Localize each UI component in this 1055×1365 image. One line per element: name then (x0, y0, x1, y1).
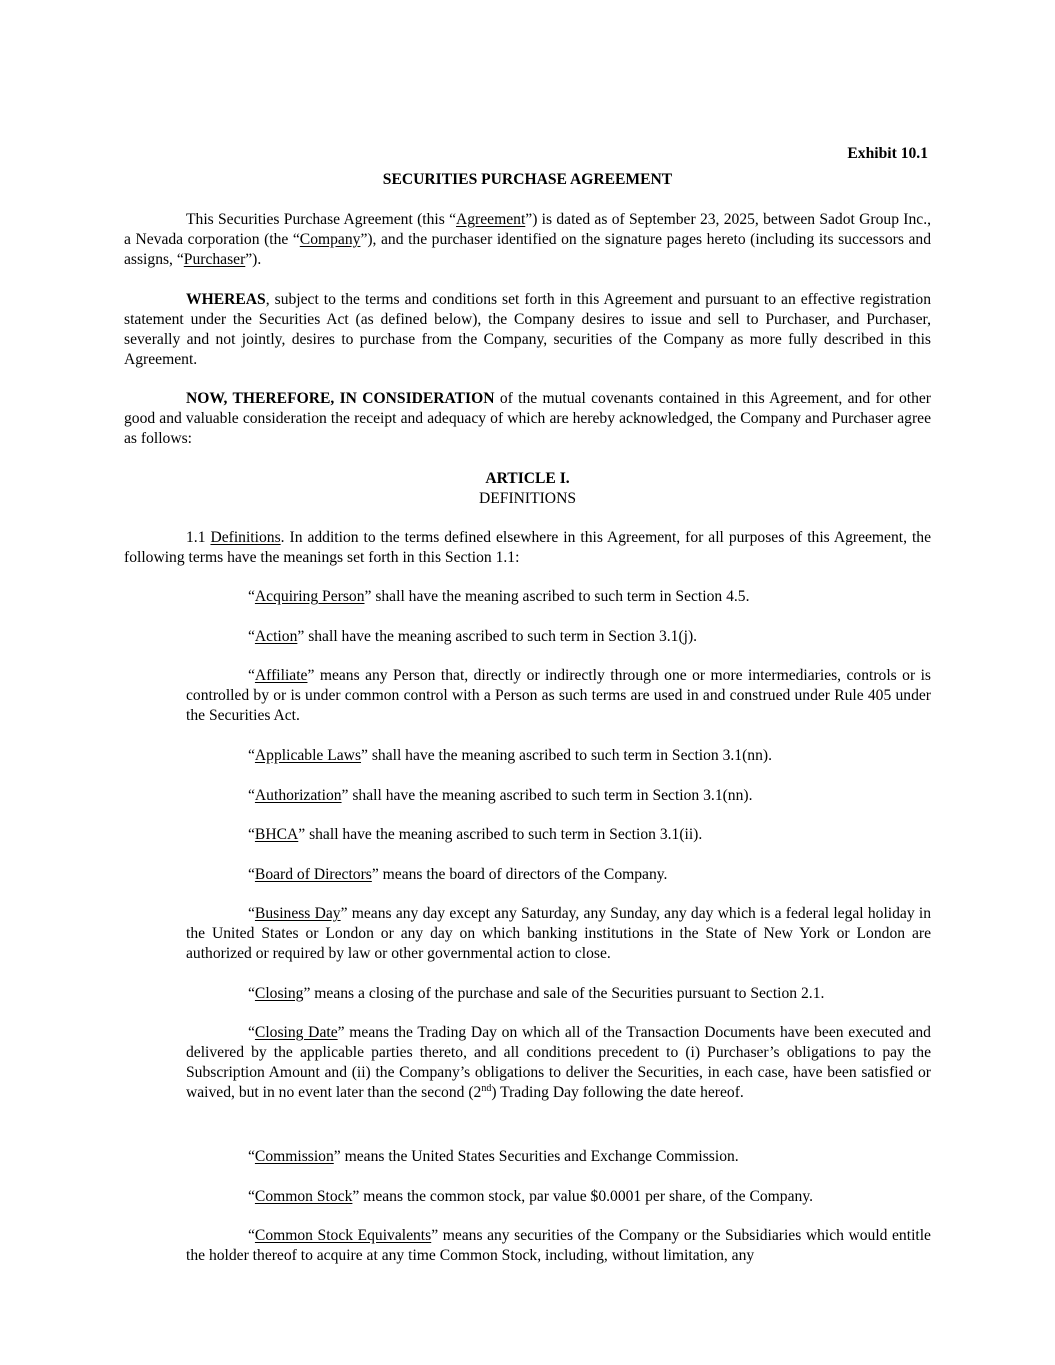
section-number: 1.1 (186, 529, 211, 546)
definition-item: “Authorization” shall have the meaning ascribed to such term in Section 3.1(nn). (248, 787, 753, 804)
text-run: of the mutual covenants contained in this Agreement, and for other good and valuable consideration the receipt and adequacy of which are hereby acknowledged, the Company and Purchaser agree as follows: (124, 390, 931, 447)
definition-item: “Affiliate” means any Person that, directly or indirectly through one or more intermediaries, controls or is controlled by or is under common control with a Person as such terms are used in and construed under Rule 405 under the Securities Act. (186, 667, 931, 724)
section-heading: Definitions (210, 529, 281, 546)
definition-item: “Common Stock Equivalents” means any securities of the Company or the Subsidiaries which would entitle the holder thereof to acquire at any time Common Stock, including, without limitation, any (186, 1227, 931, 1264)
defined-term: Acquiring Person (254, 588, 365, 605)
text-run: This Securities Purchase Agreement (this “ (186, 211, 456, 228)
defined-term: Purchaser (183, 251, 246, 268)
exhibit-label: Exhibit 10.1 (847, 145, 928, 162)
definition-item: “Action” shall have the meaning ascribed to such term in Section 3.1(j). (248, 628, 698, 645)
text-run: . In addition to the terms defined elsewhere in this Agreement, for all purposes of this Agreement, the following terms have the meanings set forth in this Section 1.1: (124, 529, 932, 566)
defined-term: Board of Directors (254, 866, 372, 883)
article-number: ARTICLE I. (485, 470, 570, 487)
defined-term: Applicable Laws (254, 747, 362, 764)
defined-term: Closing (254, 985, 304, 1002)
defined-term: Commission (254, 1148, 334, 1165)
defined-term: Authorization (254, 787, 342, 804)
definition-item: “Applicable Laws” shall have the meaning ascribed to such term in Section 3.1(nn). (248, 747, 772, 764)
bold-lead: WHEREAS (186, 291, 266, 308)
text-run: , subject to the terms and conditions set forth in this Agreement and pursuant to an effective registration statement under the Securities Act (as defined below), the Company desires to issue and sell to Purchaser, and Purchaser, severally and not jointly, desires to purchase from the Company, securities of the Company as more fully described in this Agreement. (124, 291, 931, 368)
definition-item: “Board of Directors” means the board of directors of the Company. (248, 866, 668, 883)
text-run: ”). (245, 251, 262, 268)
text-run: ”), and the purchaser identified on the signature pages hereto (including its successors and assigns, “ (124, 231, 931, 268)
defined-term: Affiliate (254, 667, 308, 684)
text-run: ”) is dated as of September 23, 2025, between Sadot Group Inc., a Nevada corporation (the “ (124, 211, 931, 248)
defined-term: Common Stock Equivalents (254, 1227, 432, 1244)
document-title: SECURITIES PURCHASE AGREEMENT (382, 171, 673, 188)
definition-item: “Commission” means the United States Securities and Exchange Commission. (248, 1148, 739, 1165)
definition-item: “Acquiring Person” shall have the meaning ascribed to such term in Section 4.5. (248, 588, 750, 605)
article-name: DEFINITIONS (478, 490, 577, 507)
definition-item: “Business Day” means any day except any Saturday, any Sunday, any day which is a federal legal holiday in the United States or London or any day on which banking institutions in the State of New York or London are authorized or required by law or other governmental action to close. (186, 905, 931, 962)
definition-item: “Closing Date” means the Trading Day on which all of the Transaction Documents have been executed and delivered by the applicable parties thereto, and all conditions precedent to (i) Purchaser’s obligations to pay the Subscription Amount and (ii) the Company’s obligations to deliver the Securities, in each case, have been satisfied or waived, but in no event later than the second (2nd) Trading Day following the date hereof. (186, 1024, 931, 1101)
bold-lead: NOW, THEREFORE, IN CONSIDERATION (186, 390, 495, 407)
defined-term: Agreement (456, 211, 526, 228)
definition-item: “BHCA” shall have the meaning ascribed to such term in Section 3.1(ii). (248, 826, 703, 843)
defined-term: Action (254, 628, 298, 645)
intro-paragraph (124, 210, 931, 270)
defined-term: Business Day (254, 905, 341, 922)
definition-item: “Closing” means a closing of the purchase and sale of the Securities pursuant to Section 2.1. (248, 985, 825, 1002)
consideration-paragraph (124, 389, 931, 449)
defined-term: Common Stock (254, 1188, 353, 1205)
definition-item: “Common Stock” means the common stock, par value $0.0001 per share, of the Company. (248, 1188, 813, 1205)
defined-term: Closing Date (254, 1024, 338, 1041)
whereas-paragraph (124, 290, 931, 370)
defined-term: Company (299, 231, 361, 248)
section-1-1 (124, 528, 931, 568)
superscript: nd (481, 1082, 492, 1094)
defined-term: BHCA (254, 826, 299, 843)
